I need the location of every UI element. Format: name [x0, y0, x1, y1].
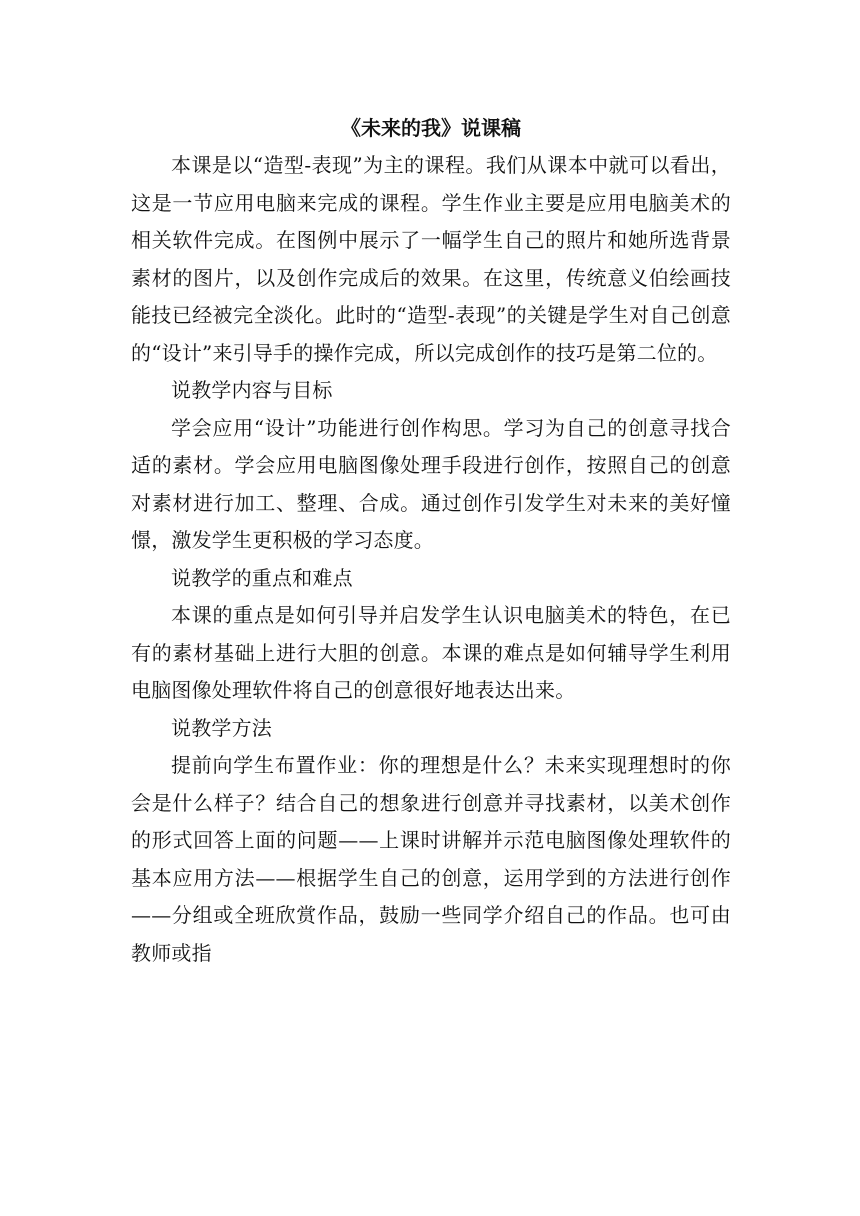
heading-content-goals: 说教学内容与目标 [171, 378, 333, 402]
paragraph-intro: 本课是以“造型-表现”为主的课程。我们从课本中就可以看出，这是一节应用电脑来完成的课程。学生作业主要是应用电脑美术的相关软件完成。在图例中展示了一幅学生自己的照片和她所选背景素材的图片，以及创作完成后的效果。在这里，传统意义伯绘画技能技已经被完全淡化。此时的“造型-表现”的关键是学生对自己创意的“设计”来引导手的操作完成，所以完成创作的技巧是第二位的。 [131, 153, 731, 365]
heading-key-difficult-points: 说教学的重点和难点 [171, 565, 353, 590]
document-title: 《未来的我》说课稿 [341, 116, 521, 140]
paragraph-key-difficult-points: 本课的重点是如何引导并启发学生认识电脑美术的特色，在已有的素材基础上进行大胆的创意。本课的难点是如何辅导学生利用电脑图像处理软件将自己的创意很好地表达出来。 [131, 603, 731, 702]
paragraph-teaching-methods: 提前向学生布置作业：你的理想是什么？未来实现理想时的你会是什么样子？结合自己的想象进行创意并寻找素材，以美术创作的形式回答上面的问题——上课时讲解并示范电脑图像处理软件的基本应用方法——根据学生自己的创意，运用学到的方法进行创作——分组或全班欣赏作品，鼓励一些同学介绍自己的作品。也可由教师或指 [131, 753, 731, 965]
document-body [131, 110, 731, 972]
heading-teaching-methods: 说教学方法 [171, 715, 272, 740]
paragraph-content-goals: 学会应用“设计”功能进行创作构思。学习为自己的创意寻找合适的素材。学会应用电脑图像处理手段进行创作，按照自己的创意对素材进行加工、整理、合成。通过创作引发学生对未来的美好憧憬，激发学生更积极的学习态度。 [131, 415, 731, 552]
